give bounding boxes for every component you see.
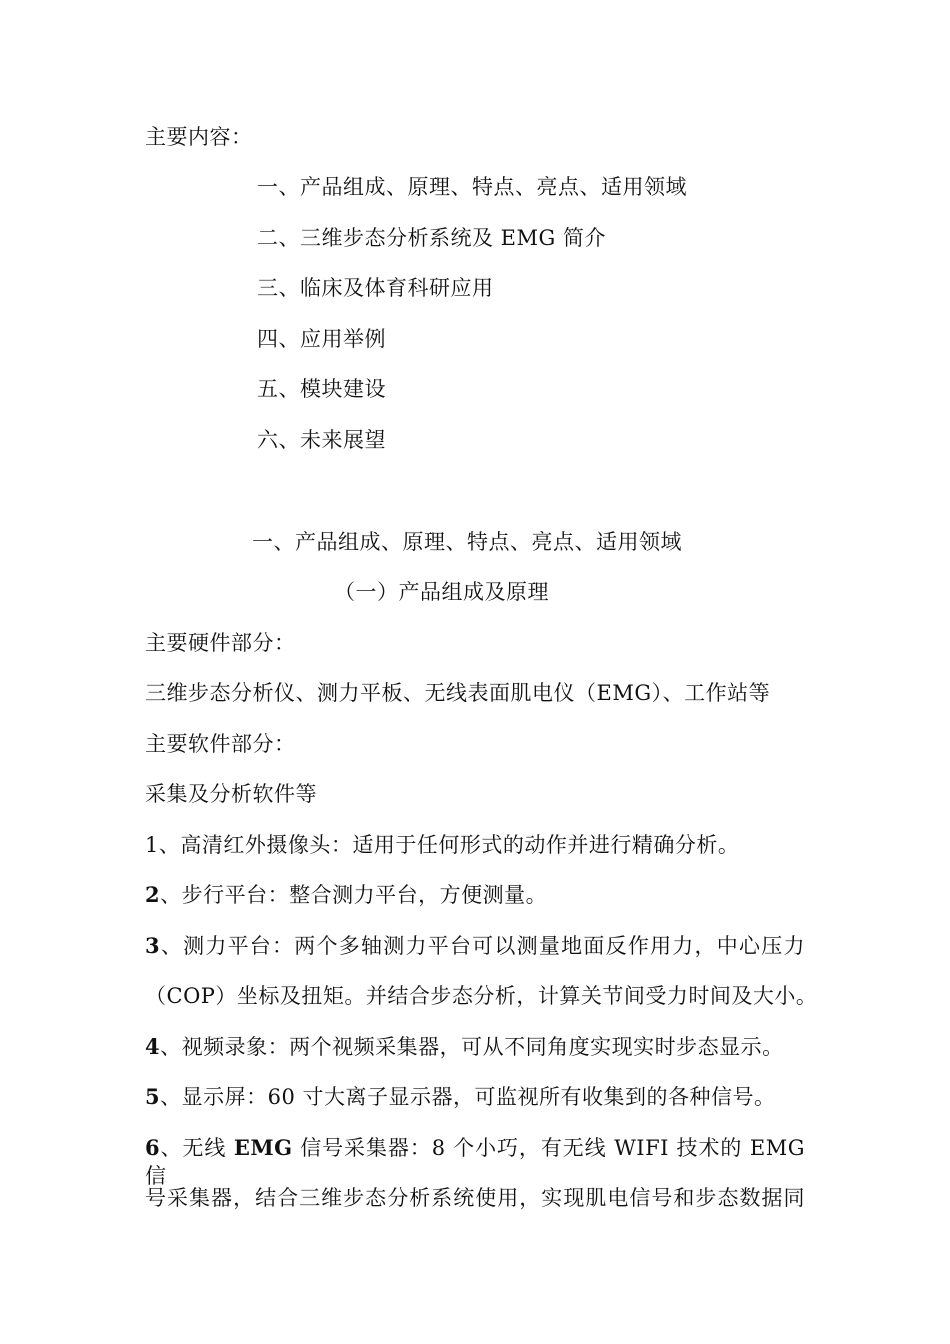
feature-2: [145, 881, 547, 909]
contents-item-3: 三、临床及体育科研应用: [257, 276, 494, 300]
feature-3-num: 3: [145, 933, 161, 958]
feature-4: [145, 1033, 784, 1061]
feature-6-num: 6: [145, 1135, 161, 1160]
feature-3: [145, 932, 805, 960]
feature-4-text: 、视频录象：两个视频采集器，可从不同角度实现实时步态显示。: [160, 1035, 784, 1059]
feature-6-bold: EMG: [233, 1135, 293, 1160]
feature-3-cont: （COP）坐标及扭矩。并结合步态分析，计算关节间受力时间及大小。: [145, 984, 818, 1008]
feature-6-text-a: 、无线: [160, 1136, 234, 1160]
section1-subtitle: （一）产品组成及原理: [334, 580, 549, 604]
feature-6-text-b: 信号采集器：8 个小巧，有无线 WIFI 技术的 EMG 信: [145, 1136, 805, 1188]
feature-5-text: 、显示屏：60 寸大离子显示器，可监视所有收集到的各种信号。: [160, 1085, 776, 1109]
feature-1-num: 1: [145, 833, 159, 857]
contents-item-5: 五、模块建设: [257, 377, 386, 401]
software-text: 采集及分析软件等: [145, 782, 317, 806]
contents-item-2: [257, 224, 606, 252]
hardware-label: 主要硬件部分：: [145, 631, 296, 655]
hardware-text: 三维步态分析仪、测力平板、无线表面肌电仪（EMG）、工作站等: [145, 681, 771, 705]
contents-heading: 主要内容：: [145, 125, 253, 149]
feature-3-text: 、测力平台：两个多轴测力平台可以测量地面反作用力，中心压力: [160, 934, 805, 958]
feature-2-num: 2: [145, 882, 161, 907]
section1-title: 一、产品组成、原理、特点、亮点、适用领域: [252, 530, 682, 554]
contents-item-2-text: 二、三维步态分析系统及 EMG 简介: [257, 226, 606, 250]
contents-item-1: 一、产品组成、原理、特点、亮点、适用领域: [257, 175, 687, 199]
feature-5-num: 5: [145, 1084, 161, 1109]
feature-5: [145, 1083, 776, 1111]
feature-1: [145, 831, 739, 859]
feature-4-num: 4: [145, 1034, 161, 1059]
contents-item-4: 四、应用举例: [257, 327, 386, 351]
feature-1-text: 、高清红外摄像头：适用于任何形式的动作并进行精确分析。: [158, 833, 740, 857]
feature-2-text: 、步行平台：整合测力平台，方便测量。: [160, 883, 548, 907]
feature-6-cont: 号采集器，结合三维步态分析系统使用，实现肌电信号和步态数据同: [145, 1186, 805, 1210]
feature-6: [145, 1134, 805, 1190]
software-label: 主要软件部分：: [145, 732, 296, 756]
contents-item-6: 六、未来展望: [257, 428, 386, 452]
